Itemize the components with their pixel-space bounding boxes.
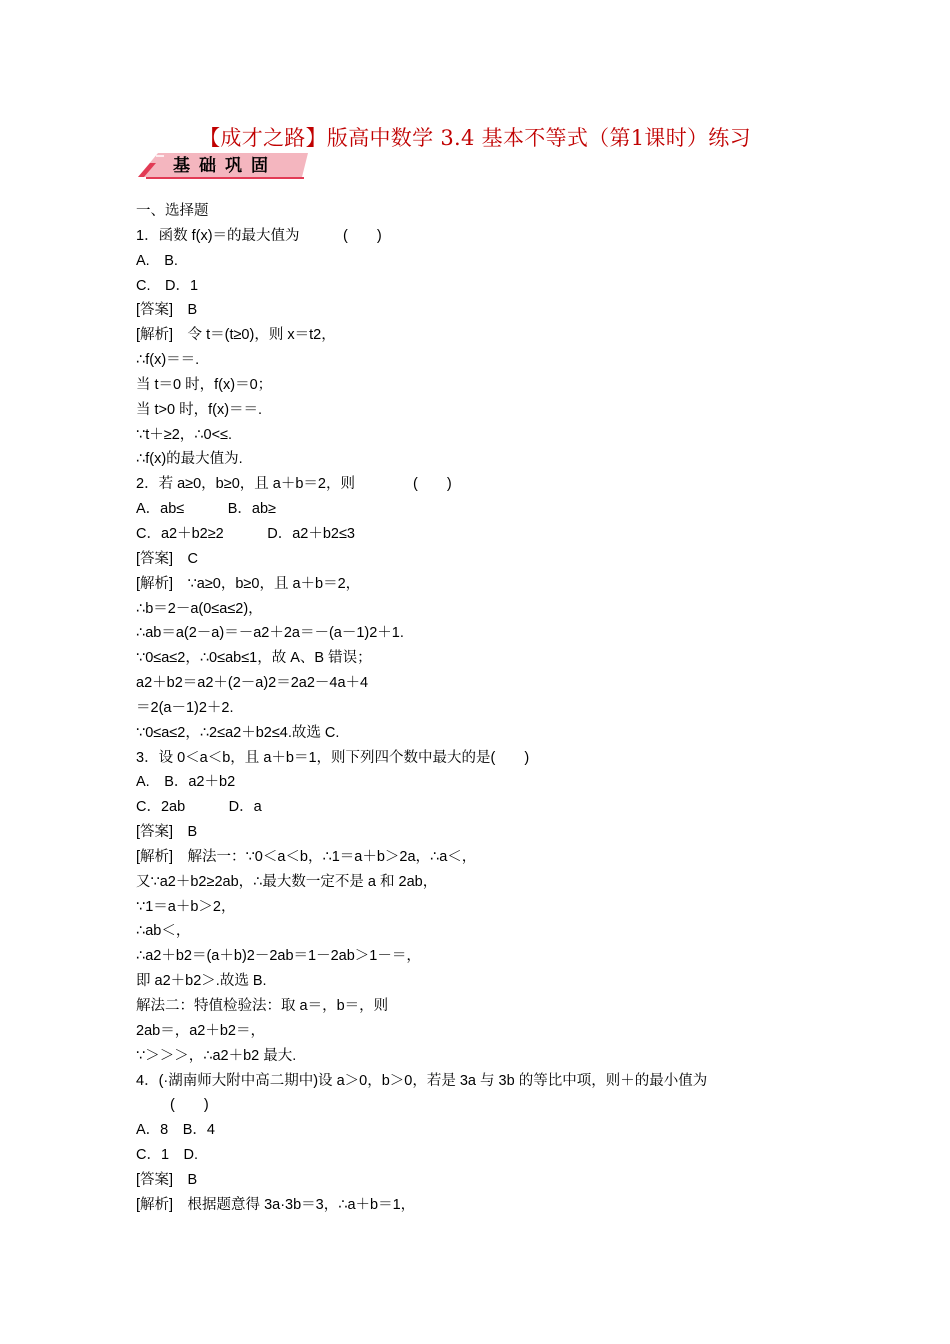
question-2-answer: [答案] C	[136, 550, 199, 567]
question-4-options-cd: C．1 D.	[136, 1147, 199, 1164]
question-4-bracket: ( )	[170, 1097, 209, 1114]
question-1: 1．函数 f(x)＝的最大值为 ( )	[136, 227, 382, 244]
analysis-line: ＝2(a－1)2＋2.	[136, 699, 234, 716]
document-body	[136, 199, 836, 1218]
analysis-line: ∴b＝2－a(0≤a≤2)，	[136, 600, 263, 617]
analysis-line: 当 t>0 时，f(x)＝＝.	[136, 401, 263, 418]
question-3-options-ab: A. B．a2＋b2	[136, 774, 236, 791]
analysis-line: ∴f(x)＝＝.	[136, 352, 200, 369]
analysis-line: ∵t＋≥2，∴0<≤.	[136, 426, 233, 443]
question-3: 3．设 0＜a＜b，且 a＋b＝1，则下列四个数中最大的是( )	[136, 749, 530, 766]
analysis-line: ∴a2＋b2＝(a＋b)2－2ab＝1－2ab＞1－＝，	[136, 948, 421, 965]
analysis-line: a2＋b2＝a2＋(2－a)2＝2a2－4a＋4	[136, 675, 369, 692]
analysis-line: 即 a2＋b2＞.故选 B.	[136, 973, 267, 990]
document-title: 【成才之路】版高中数学 3.4 基本不等式（第1课时）练习	[199, 126, 751, 150]
analysis-line: ∴ab＜，	[136, 923, 191, 940]
analysis-line: ∵0≤a≤2，∴0≤ab≤1，故 A、B 错误；	[136, 650, 372, 667]
question-4-analysis: [解析] 根据题意得 3a·3b＝3，∴a＋b＝1，	[136, 1196, 416, 1213]
analysis-line: ∴ab＝a(2－a)＝－a2＋2a＝－(a－1)2＋1.	[136, 625, 404, 642]
section-heading: 一、选择题	[136, 203, 209, 219]
question-2-options-ab: A．ab≤ B．ab≥	[136, 501, 277, 518]
analysis-line: ∵＞＞＞，∴a2＋b2 最大.	[136, 1047, 297, 1064]
question-1-options-ab: A. B.	[136, 252, 178, 269]
question-1-analysis: [解析] 令 t＝(t≥0)，则 x＝t2，	[136, 327, 336, 344]
question-4-answer: [答案] B	[136, 1171, 198, 1188]
question-3-analysis: [解析] 解法一：∵0＜a＜b，∴1＝a＋b＞2a，∴a＜，	[136, 848, 477, 865]
question-2-options-cd: C．a2＋b2≥2 D．a2＋b2≤3	[136, 525, 356, 542]
analysis-line: 解法二：特值检验法：取 a＝，b＝，则	[136, 998, 389, 1014]
question-4-options-ab: A．8 B．4	[136, 1122, 215, 1139]
section-banner-label: 基础巩固	[173, 156, 277, 176]
question-1-options-cd: C. D．1	[136, 277, 199, 294]
question-2: 2．若 a≥0，b≥0，且 a＋b＝2，则 ( )	[136, 476, 452, 493]
question-4: 4．(·湖南师大附中高二期中)设 a＞0，b＞0，若是 3a 与 3b 的等比中项，则＋的最小值为	[136, 1072, 708, 1089]
question-3-options-cd: C．2ab D．a	[136, 799, 262, 816]
question-2-analysis: [解析] ∵a≥0，b≥0，且 a＋b＝2，	[136, 575, 361, 592]
analysis-line: 又∵a2＋b2≥2ab，∴最大数一定不是 a 和 2ab，	[136, 873, 438, 890]
analysis-line: ∴f(x)的最大值为.	[136, 451, 243, 468]
analysis-line: 2ab＝，a2＋b2＝，	[136, 1022, 265, 1039]
analysis-line: ∵0≤a≤2，∴2≤a2＋b2≤4.故选 C.	[136, 724, 340, 741]
question-1-answer: [答案] B	[136, 302, 198, 319]
question-3-answer: [答案] B	[136, 824, 198, 841]
analysis-line: ∵1＝a＋b＞2，	[136, 898, 236, 915]
analysis-line: 当 t＝0 时，f(x)＝0；	[136, 376, 273, 393]
